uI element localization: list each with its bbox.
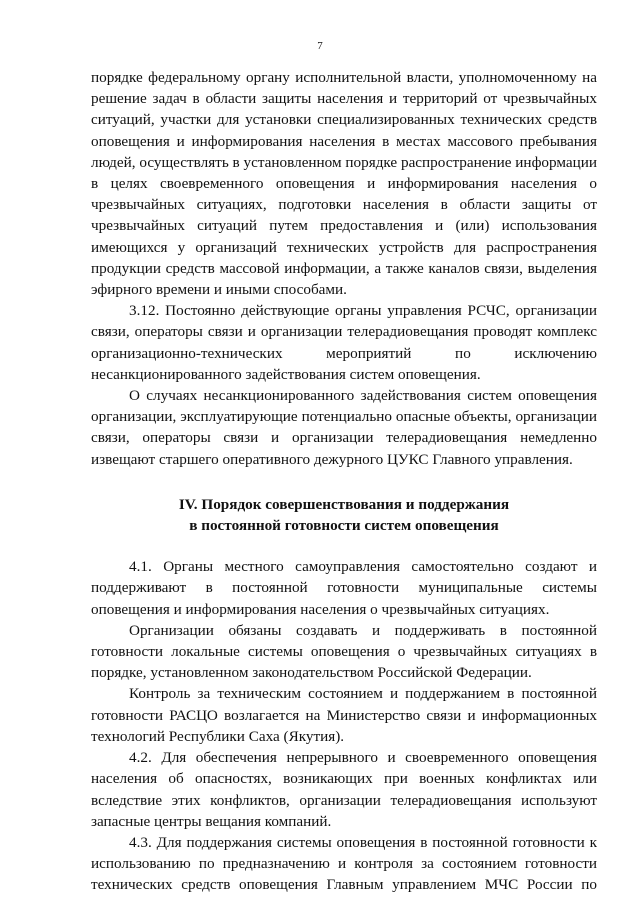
- paragraph-local-systems: Организации обязаны создавать и поддерживать в постоянной готовности локальные системы оповещения о чрезвычайных ситуациях в порядке, установленном законодательством Российской Федерации.: [91, 621, 597, 682]
- section-heading-line-2: в постоянной готовности систем оповещения: [189, 517, 499, 535]
- section-heading: [91, 494, 597, 536]
- page-number: 7: [317, 40, 323, 52]
- paragraph-unauthorized-activation: О случаях несанкционированного задействования систем оповещения организации, эксплуатирующие потенциально опасные объекты, организации связи, операторы связи и организации телерадиовещания немедленно извещают старшего оперативного дежурного ЦУКС Главного управления.: [91, 387, 597, 468]
- section-heading-line-1: IV. Порядок совершенствования и поддержания: [178, 495, 510, 513]
- paragraph-control: Контроль за техническим состоянием и поддержанием в постоянной готовности РАСЦО возлагается на Министерство связи и информационных технологий Республики Саха (Якутия).: [91, 685, 597, 745]
- paragraph-4-3: 4.3. Для поддержания системы оповещения в постоянной готовности к использованию по предназначению и контроля за состоянием готовности технических средств оповещения Главным управлением МЧС России по: [91, 833, 597, 894]
- paragraph-continuation: порядке федеральному органу исполнительной власти, уполномоченному на решение задач в области защиты населения и территорий от чрезвычайных ситуаций, участки для установки специализированных технических средств оповещения и информирования населения в местах массового пребывания людей, осуществлять в установленном порядке распространение информации в целях своевременного оповещения и информирования населения о чрезвычайных ситуациях, подготовки населения в области защиты от чрезвычайных ситуаций путем предоставления и (или) использования имеющихся у организаций технических устройств для распространения продукции средств массовой информации, а также каналов связи, выделения эфирного времени и иными способами.: [91, 69, 597, 299]
- paragraph-4-1: 4.1. Органы местного самоуправления самостоятельно создают и поддерживают в постоянной готовности муниципальные системы оповещения и информирования населения о чрезвычайных ситуациях.: [91, 558, 597, 618]
- paragraph-3-12: 3.12. Постоянно действующие органы управления РСЧС, организации связи, операторы связи и организации телерадиовещания проводят комплекс организационно-технических мероприятий по исключению несанкционированного задействования систем оповещения.: [91, 302, 597, 383]
- paragraph-4-2: 4.2. Для обеспечения непрерывного и своевременного оповещения населения об опасностях, возникающих при военных конфликтах или вследствие этих конфликтов, организации телерадиовещания используют запасные центры вещания компаний.: [91, 749, 597, 830]
- document-body: [91, 67, 597, 896]
